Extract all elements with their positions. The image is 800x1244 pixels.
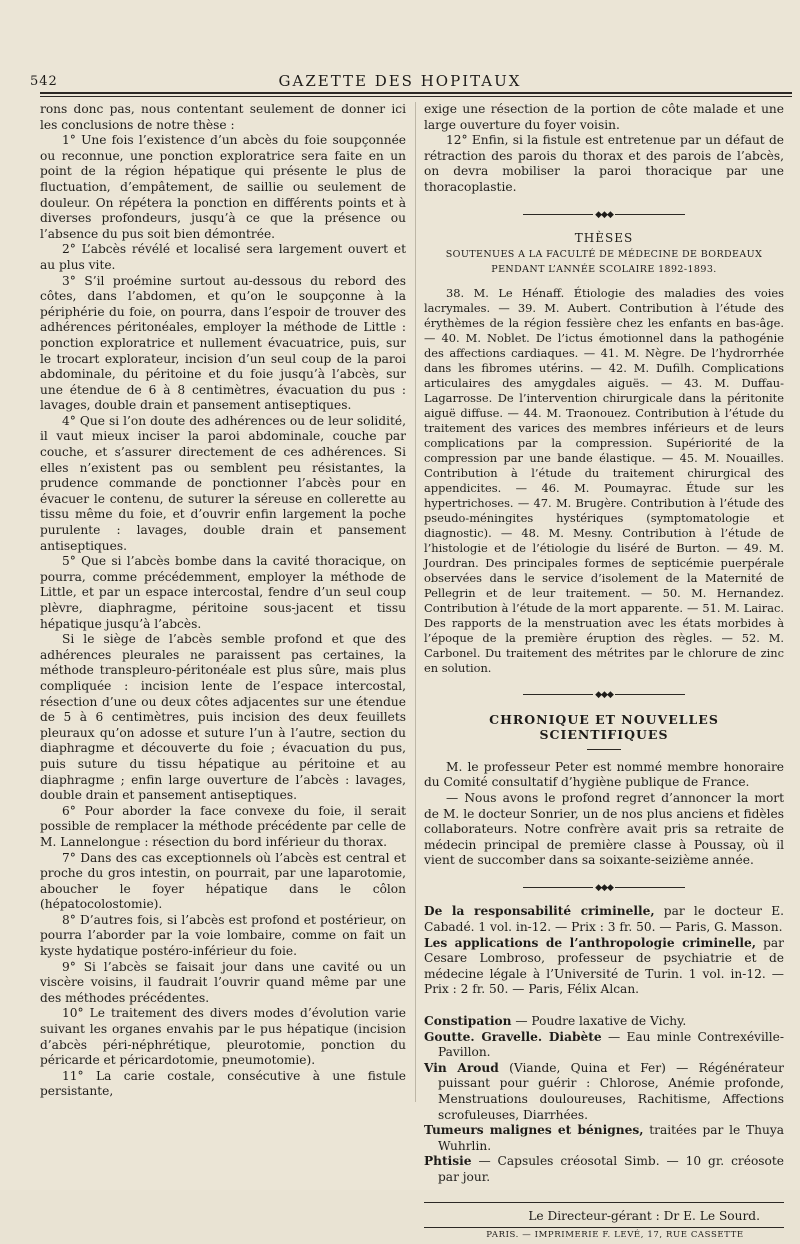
- paragraph: 5° Que si l’abcès bombe dans la cavité thoracique, on pourra, comme précédemment, employer la méthode de Little, et par un espace intercostal, fendre d’un seul coup plèvre, diaphragme, péritoine sous-jacent et tissu hépatique jusqu’à l’abcès.: [40, 554, 406, 631]
- gerant-signature: Le Directeur-gérant : Dr E. Le Sourd.: [528, 1208, 760, 1223]
- paragraph: 1° Une fois l’existence d’un abcès du foie soupçonnée ou reconnue, une ponction exploratrice sera faite en un point de la région hépatique qui présente le plus de fluctuation, d’empâtement, de saillie ou seulement de douleur. On répétera la ponction en différents points et à diverses profondeurs, jusqu’à ce que la présence ou l’absence du pus soit bien démontrée.: [40, 133, 406, 241]
- book-details: par Cesare Lombroso, professeur de psychiatrie et de médecine légale à l’Université de Turin. 1 vol. in-12. — Prix : 2 fr. 50. — Paris, Félix Alcan.: [424, 935, 784, 997]
- news-item: — Nous avons le profond regret d’annoncer la mort de M. le docteur Sonrier, un de nos plus anciens et fidèles collaborateurs. Notre confrère avait pris sa retraite de médecin principal de première classe à Poussay, où il vient de succomber dans sa soixante-seizième année.: [424, 790, 784, 868]
- paragraph: 2° L’abcès révélé et localisé sera largement ouvert et au plus vite.: [40, 242, 406, 272]
- paragraph: 12° Enfin, si la fistule est entretenue par un défaut de rétraction des parois du thorax et des parois de l’abcès, on devra mobiliser la paroi thoracique par une thoracoplastie.: [424, 133, 784, 194]
- header-rule: [40, 92, 792, 94]
- ad-text: traitées par le Thuya Wuhrlin.: [438, 1123, 784, 1153]
- column-divider: [415, 102, 416, 1102]
- header-rule-thin: [40, 96, 792, 97]
- ad-item: [424, 1154, 784, 1185]
- paragraph: 6° Pour aborder la face convexe du foie, il serait possible de remplacer la méthode précédente par celle de M. Lannelongue : résection du bord inférieur du thorax.: [40, 803, 406, 849]
- ad-label: Goutte. Gravelle. Diabète: [424, 1029, 602, 1044]
- theses-title: THÈSES: [574, 231, 634, 246]
- paragraph: exige une résection de la portion de côte malade et une large ouverture du foyer voisin.: [424, 102, 784, 132]
- theses-list: 38. M. Le Hénaff. Étiologie des maladies des voies lacrymales. — 39. M. Aubert. Contribution à l’étude des érythèmes de la région fessière chez les enfants en bas-âge. — 40. M. Noblet. De l’ictus émotionnel dans la pathogénie des affections cardiaques. — 41. M. Nègre. De l’hydrorrhée dans les fibromes utérins. — 42. M. Dufilh. Complications articulaires des amygdales aiguës. — 43. M. Duffau-Lagarrosse. De l’intervention chirurgicale dans la péritonite aiguë diffuse. — 44. M. Traonouez. Contribution à l’étude du traitement des varices des membres inférieurs et de leurs complications par la compression. Supériorité de la compression par une bande élastique. — 45. M. Nouailles. Contribution à l’étude du traitement chirurgical des appendicites. — 46. M. Poumayrac. Étude sur les hypertrichoses. — 47. M. Brugère. Contribution à l’étude des pseudo-méningites hystériques (symptomatologie et diagnostic). — 48. M. Mesny. Contribution à l’étude de l’histologie et de l’étiologie du liséré de Burton. — 49. M. Jourdran. Des principales formes de septicémie puerpérale observées dans le service d’isolement de la Maternité de Pellegrin et de leur traitement. — 50. M. Hernandez. Contribution à l’étude de la mort apparente. — 51. M. Lairac. Des rapports de la menstruation avec les états morbides à l’époque de la première éruption des règles. — 52. M. Carbonel. Du traitement des métrites par le chlorure de zinc en solution.: [424, 285, 784, 675]
- chronique-title: CHRONIQUE ET NOUVELLES SCIENTIFIQUES: [489, 711, 719, 743]
- theses-subtitle: SOUTENUES A LA FACULTÉ DE MÉDECINE DE BORDEAUX: [445, 248, 763, 260]
- advertisements: [424, 1014, 784, 1186]
- left-column: [40, 102, 406, 1100]
- book-notice: [424, 904, 784, 935]
- right-column: [424, 102, 784, 1244]
- ad-item: [424, 1030, 784, 1061]
- ornament-divider: ◆◆◆: [424, 881, 784, 897]
- printer-imprint: PARIS. — IMPRIMERIE F. LEVÉ, 17, RUE CASSETTE: [486, 1230, 744, 1241]
- ad-item: [424, 1061, 784, 1123]
- paragraph: 4° Que si l’on doute des adhérences ou de leur solidité, il vaut mieux inciser la paroi abdominale, couche par couche, et s’assurer directement de ces adhérences. Si elles n’existent pas ou semblent peu résistantes, la prudence commande de ponctionner l’abcès pour en évacuer le contenu, de suturer la séreuse en collerette au tissu même du foie, et d’ouvrir enfin largement la poche purulente : lavages, double drain et pansement antiseptiques.: [40, 413, 406, 553]
- book-title: De la responsabilité criminelle,: [424, 904, 655, 919]
- page-number: 542: [30, 74, 58, 89]
- theses-subtitle-year: PENDANT L’ANNÉE SCOLAIRE 1892-1893.: [491, 264, 717, 276]
- ad-label: Phtisie: [424, 1154, 472, 1169]
- paragraph: 7° Dans des cas exceptionnels où l’abcès est central et proche du gros intestin, on pourrait, par une laparotomie, aboucher le foyer hépatique dans le côlon (hépatocolostomie).: [40, 850, 406, 912]
- ad-item: [424, 1014, 784, 1030]
- book-title: Les applications de l’anthropologie criminelle,: [424, 935, 756, 950]
- book-notice: [424, 936, 784, 998]
- paragraph: Si le siège de l’abcès semble profond et que des adhérences pleurales ne paraissent pas certaines, la méthode transpleuro-péritonéale est plus sûre, mais plus compliquée : incision lente de l’espace intercostal, résection d’une ou deux côtes adjacentes sur une étendue de 5 à 6 centimètres, puis incision des deux feuillets pleuraux qu’on adosse et suture l’un à l’autre, section du diaphragme et découverte du foie ; évacuation du pus, puis suture du tissu hépatique au péritoine et au diaphragme ; enfin large ouverture de l’abcès : lavages, double drain et pansement antiseptiques.: [40, 632, 406, 803]
- footer-rule: [424, 1202, 784, 1203]
- paragraph: 3° S’il proémine surtout au-dessous du rebord des côtes, dans l’abdomen, et qu’on le soupçonne à la périphérie du foie, on pourra, dans l’espoir de trouver des adhérences péritonéales, employer la méthode de Little : ponction exploratrice et nullement évacuatrice, puis, sur le trocart explorateur, incision d’un seul coup de la paroi abdominale, du péritoine et du foie jusqu’à l’abcès, sur une étendue de 6 à 8 centimètres, évacuation du pus : lavages, double drain et pansement antiseptiques.: [40, 273, 406, 413]
- ornament-divider: ◆◆◆: [424, 208, 784, 224]
- ad-label: Vin Aroud: [424, 1060, 499, 1075]
- book-details: par le docteur E. Cabadé. 1 vol. in-12. — Prix : 3 fr. 50. — Paris, G. Masson.: [424, 904, 784, 935]
- ad-label: Tumeurs malignes et bénignes,: [424, 1123, 644, 1138]
- ad-text: — Capsules créosotal Simb. — 10 gr. créosote par jour.: [438, 1154, 784, 1184]
- short-rule: [587, 749, 621, 750]
- paragraph: 8° D’autres fois, si l’abcès est profond et postérieur, on pourra l’aborder par la voie lombaire, comme on fait un kyste hydatique postéro-inférieur du foie.: [40, 912, 406, 959]
- journal-title: GAZETTE DES HOPITAUX: [278, 72, 522, 90]
- ad-text: — Eau minle Contrexéville-Pavillon.: [438, 1029, 784, 1060]
- news-item: M. le professeur Peter est nommé membre honoraire du Comité consultatif d’hygiène publique de France.: [424, 759, 784, 790]
- ad-text: (Viande, Quina et Fer) — Régénérateur puissant pour guérir : Chlorose, Anémie profonde, Menstruations douloureuses, Rachitisme, Affections scrofuleuses, Diarrhées.: [438, 1060, 784, 1122]
- ad-label: Constipation: [424, 1014, 512, 1029]
- ad-item: [424, 1123, 784, 1154]
- ad-text: — Poudre laxative de Vichy.: [511, 1014, 687, 1029]
- paragraph: 10° Le traitement des divers modes d’évolution varie suivant les organes envahis par le pus hépatique (incision d’abcès péri-néphrétique, pleurotomie, ponction du péricarde et péricardotomie, pneumotomie).: [40, 1006, 406, 1068]
- paragraph: rons donc pas, nous contentant seulement de donner ici les conclusions de notre thèse :: [40, 102, 406, 132]
- paragraph: 9° Si l’abcès se faisait jour dans une cavité ou un viscère voisins, il faudrait l’ouvrir quand même par une des méthodes précédentes.: [40, 959, 406, 1005]
- paragraph: 11° La carie costale, consécutive à une fistule persistante,: [40, 1068, 406, 1099]
- ornament-divider: ◆◆◆: [424, 688, 784, 704]
